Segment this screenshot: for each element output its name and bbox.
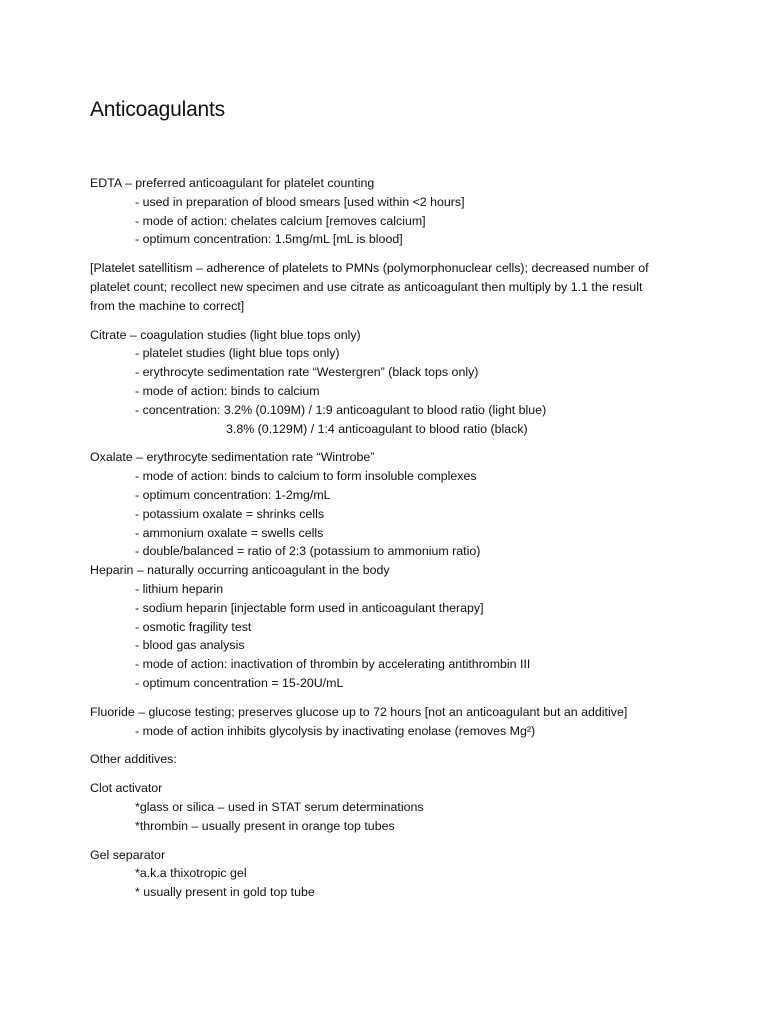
clot-activator-heading: Clot activator [90,781,163,796]
section-other-additives [90,750,690,769]
clot-activator-item: *thrombin – usually present in orange top tubes [135,818,395,833]
edta-item: - used in preparation of blood smears [used within <2 hours] [135,194,465,209]
heparin-item: - blood gas analysis [135,638,245,653]
citrate-item: - concentration: 3.2% (0.109M) / 1:9 anticoagulant to blood ratio (light blue) [135,402,547,417]
oxalate-item: - double/balanced = ratio of 2:3 (potassium to ammonium ratio) [135,544,481,559]
gel-separator-heading: Gel separator [90,847,166,862]
document-title: Anticoagulants [90,98,225,121]
gel-separator-item: *a.k.a thixotropic gel [135,866,247,881]
heparin-item: - optimum concentration = 15-20U/mL [135,675,344,690]
citrate-item: - platelet studies (light blue tops only) [135,346,340,361]
oxalate-item: - ammonium oxalate = swells cells [135,525,324,540]
oxalate-heading: Oxalate – erythrocyte sedimentation rate “Wintrobe” [90,450,375,465]
section-gel-separator [90,846,690,902]
edta-item: - mode of action: chelates calcium [removes calcium] [135,213,426,228]
section-edta [90,174,690,249]
edta-heading: EDTA – preferred anticoagulant for platelet counting [90,176,375,190]
fluoride-item: - mode of action inhibits glycolysis by inactivating enolase (removes Mg²) [135,723,536,738]
heparin-item: - mode of action: inactivation of thrombin by accelerating antithrombin III [135,657,531,672]
citrate-item: - mode of action: binds to calcium [135,383,320,398]
oxalate-item: - potassium oxalate = shrinks cells [135,506,325,521]
section-oxalate [90,448,690,561]
citrate-sub-item: 3.8% (0.129M) / 1:4 anticoagulant to blood ratio (black) [226,421,528,436]
other-additives-heading: Other additives: [90,752,177,767]
fluoride-heading: Fluoride – glucose testing; preserves glucose up to 72 hours [not an anticoagulant but an additive] [90,704,628,719]
document-page [90,96,690,902]
section-clot-activator [90,779,690,835]
heparin-item: - lithium heparin [135,581,224,596]
citrate-heading: Citrate – coagulation studies (light blue tops only) [90,327,361,342]
gel-separator-item: * usually present in gold top tube [135,885,315,900]
oxalate-item: - mode of action: binds to calcium to form insoluble complexes [135,469,477,484]
heparin-heading: Heparin – naturally occurring anticoagulant in the body [90,563,390,578]
satellitism-note: [Platelet satellitism – adherence of platelets to PMNs (polymorphonuclear cells); decreased number of platelet count; recollect new specimen and use citrate as anticoagulant then multiply by 1.1 the result from the machine to correct] [90,261,649,313]
section-fluoride [90,703,690,741]
heparin-item: - sodium heparin [injectable form used in anticoagulant therapy] [135,600,484,615]
section-citrate [90,326,690,439]
edta-item: - optimum concentration: 1.5mg/mL [mL is blood] [135,232,403,247]
section-platelet-satellitism [90,259,690,315]
clot-activator-item: *glass or silica – used in STAT serum determinations [135,799,424,814]
section-heparin [90,561,690,693]
oxalate-item: - optimum concentration: 1-2mg/mL [135,487,331,502]
citrate-item: - erythrocyte sedimentation rate “Westergren” (black tops only) [135,365,479,380]
heparin-item: - osmotic fragility test [135,619,252,634]
